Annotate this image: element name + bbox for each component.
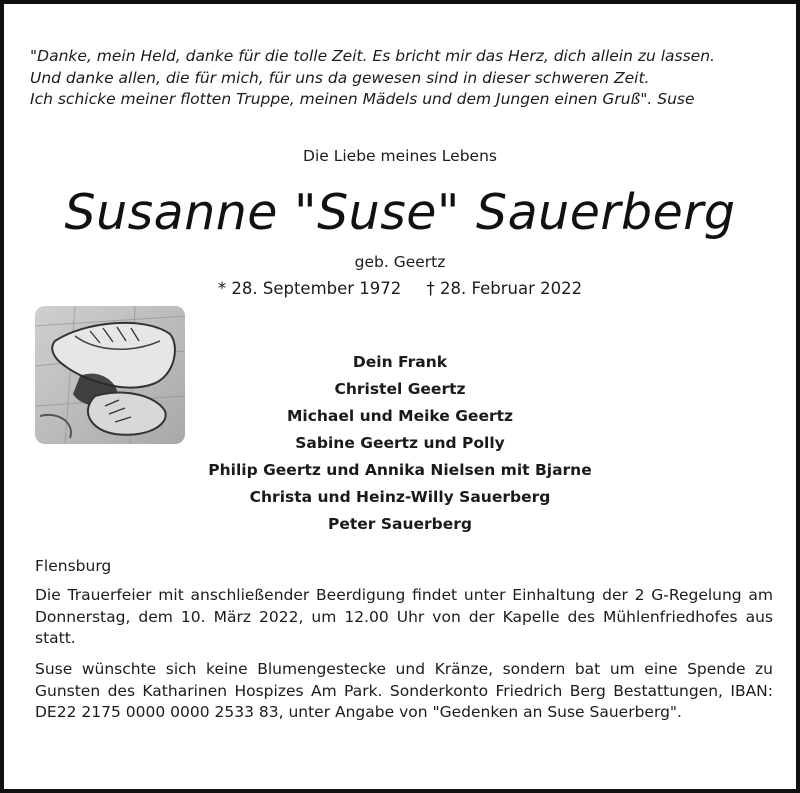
life-dates [4, 279, 796, 298]
intro-line: Die Liebe meines Lebens [303, 147, 497, 165]
farewell-quote [30, 46, 770, 111]
funeral-info-paragraph: Die Trauerfeier mit anschließender Beerdigung findet unter Einhaltung der 2 G-Regelung am Donnerstag, dem 10. März 2022, um 12.00 Uhr von der Kapelle des Mühlenfriedhofes aus statt. [35, 586, 773, 647]
mourner-line: Michael und Meike Geertz [286, 407, 514, 425]
mourners-list [4, 349, 796, 538]
donation-info-paragraph: Suse wünschte sich keine Blumengestecke und Kränze, sondern bat um eine Spende zu Gunsten des Katharinen Hospizes Am Park. Sonderkonto Friedrich Berg Bestattungen, IBAN: DE22 2175 0000 0000 2533 83, unter Angabe von "Gedenken an Suse Sauerberg". [35, 660, 773, 721]
mourner-line: Philip Geertz und Annika Nielsen mit Bjarne [208, 461, 592, 479]
quote-line-1: "Danke, mein Held, danke für die tolle Zeit. Es bricht mir das Herz, dich allein zu lassen. [30, 47, 715, 65]
quote-line-3: Ich schicke meiner flotten Truppe, meinen Mädels und dem Jungen einen Gruß". Suse [30, 90, 695, 108]
birth-name: geb. Geertz [354, 253, 446, 271]
mourner-line: Peter Sauerberg [328, 515, 472, 533]
birth-date: * 28. September 1972 [217, 279, 402, 298]
death-date: † 28. Februar 2022 [426, 279, 583, 298]
mourner-line: Christel Geertz [334, 380, 466, 398]
mourner-line: Dein Frank [352, 353, 448, 371]
quote-line-2: Und danke allen, die für mich, für uns da gewesen sind in dieser schweren Zeit. [30, 68, 650, 87]
mourner-line: Sabine Geertz und Polly [295, 434, 505, 452]
mourner-line: Christa und Heinz-Willy Sauerberg [249, 488, 551, 506]
city-name: Flensburg [35, 557, 112, 575]
deceased-name: Susanne "Suse" Sauerberg [64, 184, 736, 241]
